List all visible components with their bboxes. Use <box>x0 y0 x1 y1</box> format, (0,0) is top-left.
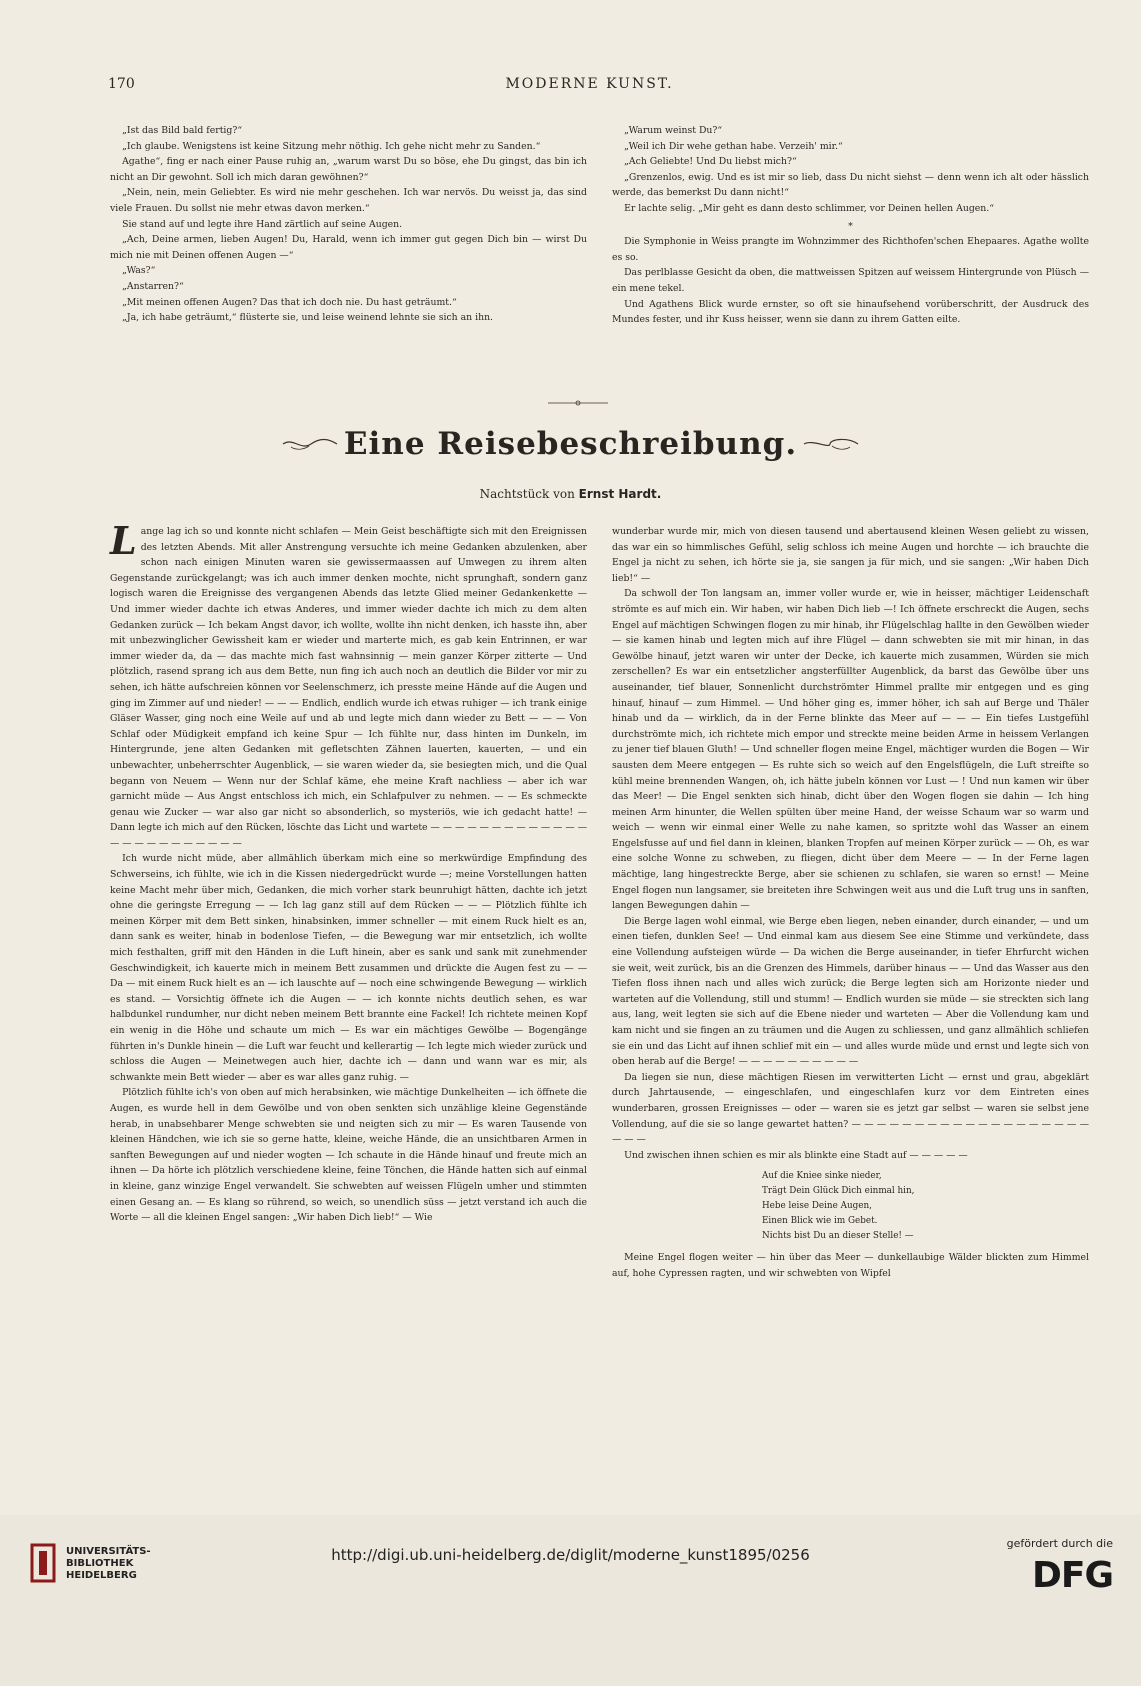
paragraph: Und Agathens Blick wurde ernster, so oft sie hinaufsehend vorüberschritt, der Ausdruck des Mundes fester, und ihr Kuss heisser, wenn sie dann zu ihrem Gatten eilte. <box>612 298 1089 326</box>
column-top-right <box>612 123 1089 328</box>
library-line: UNIVERSITÄTS- <box>66 1546 151 1557</box>
poem-line: Nichts bist Du an dieser Stelle! — <box>762 1231 914 1242</box>
paragraph: Die Berge lagen wohl einmal, wie Berge eben liegen, neben einander, durch einander, — und um einen tiefen, dunklen See! — Und einmal kam aus diesem See eine Stimme und verkündete, dass eine Vollendung aufsteigen würde — Da wichen die Berge auseinander, in tiefer Ehrfurcht wichen sie weit, weit zurück, bis an die Grenzen des Himmels, darüber hinaus — — Und das Wasser aus den Tiefen floss ihnen nach und alles wich zurück; die Berge legten sich am Horizonte nieder und warteten auf die Vollendung, still und stumm! — Endlich wurden sie müde — sie streckten sich lang aus, lang, weit legten sie sich auf die Ebene nieder und warteten — Aber die Vollendung kam und kam nicht und sie fingen an zu träumen und die Augen zu schliessen, und ganz allmählich schliefen sie ein und das Licht auf ihnen schlief mit ein — und alles wurde müde und ernst und legte sich von oben herab auf die Berge! — — — — — — — — — — <box>612 915 1089 1068</box>
opening-text: ange lag ich so und konnte nicht schlafen — Mein Geist beschäftigte sich mit den Ereignissen des letzten Abends. Mit aller Anstrengung versuchte ich meine Gedanken abzulenken, aber schon nach einigen Minuten waren sie gewissermaassen auf Umwegen zu ihrem alten Gegenstande zurückgelangt; was ich auch immer denken mochte, nicht sprunghaft, sondern ganz logisch waren die Ereignisse des vergangenen Abends das letzte Glied meiner Gedankenkette — Und immer wieder dachte ich etwas Anderes, und immer wieder dachte ich mich zu dem alten Gedanken zurück — Ich bekam Angst davor, ich wollte, wollte ihn nicht denken, ich hasste ihn, aber mit unbezwinglicher Gewissheit kam er wieder und marterte mich, es gab kein Entrinnen, er war immer wieder da, da — das machte mich fast wahnsinnig — mein ganzer Körper zitterte — Und plötzlich, rasend sprang ich aus dem Bette, nun fing ich auch noch an deutlich die Bilder vor mir zu sehen, ich hätte aufschreien können vor Seelenschmerz, ich presste meine Hände auf die Augen und ging im Zimmer auf und nieder! — — — Endlich, endlich wurde ich etwas ruhiger — ich trank einige Gläser Wasser, ging noch eine Weile auf und ab und legte mich dann wieder zu Bett — — — Von Schlaf oder Müdigkeit empfand ich keine Spur — Ich fühlte nur, dass hinten im Dunkeln, im Hintergrunde, jene alten Gedanken mit gefletschten Zähnen lauerten, kauerten, — und ein unbewachter, unbeherrschter Augenblick, — sie waren wieder da, sie besiegten mich, und die Qual begann von Neuem — Wenn nur der Schlaf käme, ehe meine Kraft nachliess — aber ich war garnicht müde — Aus Angst entschloss ich mich, ein Schlafpulver zu nehmen. — — Es schmeckte genau wie Zucker — war also gar nicht so absonderlich, so mysteriös, wie ich gedacht hatte! — Dann legte ich mich auf den Rücken, löschte das Licht und wartete — — — — — — — — — — — — — — — — — — — — — — — — <box>110 526 587 849</box>
paragraph: „Ich glaube. Wenigstens ist keine Sitzung mehr nöthig. Ich gehe nicht mehr zu Sanden.“ <box>122 140 541 152</box>
page-number: 170 <box>108 76 135 92</box>
paragraph: „Anstarren?“ <box>122 280 184 292</box>
funding-label: gefördert durch die <box>1006 1537 1113 1550</box>
paragraph: „Nein, nein, mein Geliebter. Es wird nie mehr geschehen. Ich war nervös. Du weisst ja, das sind viele Frauen. Du sollst nie mehr etwas davon merken.“ <box>110 187 587 214</box>
byline <box>0 487 1141 501</box>
poem-line: Einen Blick wie im Gebet. <box>762 1216 878 1227</box>
poem-stanza <box>762 1169 1089 1244</box>
poem-line: Trägt Dein Glück Dich einmal hin, <box>762 1186 915 1197</box>
paragraph: Und zwischen ihnen schien es mir als blinkte eine Stadt auf — — — — — <box>624 1149 968 1161</box>
paragraph: „Grenzenlos, ewig. Und es ist mir so lieb, dass Du nicht siehst — denn wenn ich alt oder hässlich werde, das bemerkst Du dann nicht!“ <box>612 171 1089 199</box>
paragraph: „Ja, ich habe geträumt,“ flüsterte sie, und leise weinend lehnte sie sich an ihn. <box>122 312 494 324</box>
library-line: BIBLIOTHEK <box>66 1558 134 1569</box>
poem-line: Hebe leise Deine Augen, <box>762 1201 872 1212</box>
paragraph: Plötzlich fühlte ich's von oben auf mich herabsinken, wie mächtige Dunkelheiten — ich öffnete die Augen, es wurde hell in dem Gewölbe und von oben senkten sich unzählige kleine Gegenstände herab, in unabsehbarer Menge schwebten sie und neigten sich zu mir — Es waren Tausende von kleinen Händchen, wie ich sie so gerne hatte, kleine, weiche Hände, die an unsichtbaren Armen in sanften Bewegungen auf und nieder wogten — Ich schaute in die Hände hinauf und freute mich an ihnen — Da hörte ich plötzlich verschiedene kleine, feine Tönchen, die Hände hatten sich auf einmal in kleine, ganz winzige Engel verwandelt. Sie schwebten auf weissen Flügeln umher und stimmten einen Gesang an. — Es klang so rührend, so weich, so unendlich süss — jetzt verstand ich auch die Worte — all die kleinen Engel sangen: „Wir haben Dich lieb!“ — Wie <box>110 1087 587 1224</box>
paragraph: Ich wurde nicht müde, aber allmählich überkam mich eine so merkwürdige Empfindung des Schwerseins, ich fühlte, wie ich in die Kissen niedergedrückt wurde —; meine Vorstellungen hatten keine Macht mehr über mich, Gedanken, die mich vorher stark beunruhigt hätten, dachte ich jetzt ohne die geringste Erregung — — Ich lag ganz still auf dem Rücken — — — Plötzlich fühlte ich meinen Körper mit dem Bett sinken, hinabsinken, immer schneller — mit einem Ruck hielt es an, dann sank es weiter, hinab in bodenlose Tiefen, — die Bewegung war mir entsetzlich, ich wollte mich festhalten, griff mit den Händen in die Luft hinein, aber es sank und sank mit zunehmender Geschwindigkeit, ich kauerte mich in meinem Bett zusammen und drückte die Augen fest zu — — Da — mit einem Ruck hielt es an — ich lauschte auf — noch eine schwingende Bewegung — wirklich es stand. — Vorsichtig öffnete ich die Augen — — ich konnte nichts deutlich sehen, es war halbdunkel rundumher, nur dicht neben meinem Bett brannte eine Fackel! Ich richtete meinen Kopf ein wenig in die Höhe und schaute um mich — Es war ein mächtiges Gewölbe — Bogengänge führten in's Dunkle hinein — die Luft war feucht und kellerartig — Ich legte mich wieder zurück und schloss die Augen — Meinetwegen auch hier, dachte ich — dann und wann war es mir, als schwankte mein Bett wieder — aber es war alles ganz ruhig. — <box>110 853 587 1083</box>
column-bottom-left <box>110 518 587 1226</box>
left-flourish-ornament <box>281 435 339 453</box>
paragraph: Da liegen sie nun, diese mächtigen Riesen im verwitterten Licht — ernst und grau, abgeklärt durch Jahrtausende, — eingeschlafen, und eingeschlafen kurz vor dem Eintreten eines wunderbaren, grossen Ereignisses — oder — waren sie es jetzt gar selbst — waren sie selbst jene Vollendung, auf die sie so lange gewartet hatten? — — — — — — — — — — — — — — — — — — — — — — <box>612 1071 1089 1146</box>
paragraph: „Mit meinen offenen Augen? Das that ich doch nie. Du hast geträumt.“ <box>122 296 457 308</box>
paragraph: Sie stand auf und legte ihre Hand zärtlich auf seine Augen. <box>122 218 403 230</box>
paragraph: Meine Engel flogen weiter — hin über das Meer — dunkellaubige Wälder blickten zum Himmel auf, hohe Cypressen ragten, und wir schwebten von Wipfel <box>612 1252 1089 1279</box>
library-line: HEIDELBERG <box>66 1570 137 1581</box>
column-bottom-right <box>612 524 1089 1282</box>
ornament-divider <box>548 398 608 408</box>
paragraph: „Weil ich Dir wehe gethan habe. Verzeih' mir.“ <box>624 140 843 152</box>
paragraph: Da schwoll der Ton langsam an, immer voller wurde er, wie in heisser, mächtiger Leidenschaft strömte es auf mich ein. Wir haben, wir haben Dich lieb —! Ich öffnete erschreckt die Augen, sechs Engel auf mächtigen Schwingen flogen zu mir hinab, ihr Flügelschlag hallte in den Gewölben wieder — sie kamen hinab und legten mich auf ihre Flügel — dann schwebten sie mit mir hinan, in das Gewölbe hinauf, jetzt waren wir unter der Decke, ich kauerte mich zusammen, Würden sie mich zerschellen? Es war ein entsetzlicher angsterfüllter Augenblick, da barst das Gewölbe über uns auseinander, tief blauer, Sonnenlicht durchströmter Himmel prallte mir entgegen und es ging hinauf, hinauf — zum Himmel. — Und höher ging es, immer höher, ich sah auf Berge und Thäler hinab und da — wirklich, da in der Ferne blinkte das Meer auf — — — Ein tiefes Lustgefühl durchströmte mich, ich richtete mich empor und streckte meine beiden Arme in heissem Verlangen zu jener tief blauen Gluth! — Und schneller flogen meine Engel, mächtiger wurden die Bogen — Wir sausten dem Meere entgegen — Es ruhte sich so weich auf den Engelsflügeln, die Luft streifte so kühl meine brennenden Wangen, oh, ich hätte jubeln können vor Lust — ! Und nun kamen wir über das Meer! — Die Engel senkten sich hinab, dicht über den Wogen flogen sie dahin — Ich hing meinen Arm hinunter, die Wellen spülten über meine Hand, der weisse Schaum war so warm und weich — wenn wir einmal einer Welle zu nahe kamen, so spritzte wohl das Wasser an einem Engelsfusse auf und fiel dann in kleinen, blanken Tropfen auf meinen Körper zurück — — Oh, es war eine solche Wonne zu schweben, zu fliegen, dicht über dem Meere — — In der Ferne lagen mächtige, lang hingestreckte Berge, aber sie schienen zu schlafen, sie waren so ernst! — Meine Engel flogen nun langsamer, sie breiteten ihre Schwingen weit aus und die Luft trug uns in sanften, langen Bewegungen dahin — <box>612 588 1089 912</box>
article-title: Eine Reisebeschreibung. <box>343 426 798 462</box>
article-title-block <box>0 426 1141 462</box>
author-name: Ernst Hardt. <box>578 487 662 501</box>
section-break-star: * <box>848 220 853 232</box>
poem-line: Auf die Kniee sinke nieder, <box>762 1171 882 1182</box>
paragraph: „Ist das Bild bald fertig?“ <box>122 125 243 136</box>
paragraph: „Ach, Deine armen, lieben Augen! Du, Harald, wenn ich immer gut gegen Dich bin — wirst Du mich nie mit Deinen offenen Augen —“ <box>110 234 587 261</box>
paragraph: Das perlblasse Gesicht da oben, die mattweissen Spitzen auf weissem Hintergrunde von Plüsch — ein mene tekel. <box>612 267 1089 294</box>
dfg-logo: DFG <box>1031 1555 1113 1596</box>
permalink-url[interactable]: http://digi.ub.uni-heidelberg.de/diglit/moderne_kunst1895/0256 <box>331 1546 810 1564</box>
paragraph: „Was?“ <box>122 265 156 277</box>
footer-bar <box>0 1515 1141 1686</box>
byline-prefix: Nachtstück von <box>479 487 575 501</box>
paragraph: Die Symphonie in Weiss prangte im Wohnzimmer des Richthofen'schen Ehepaares. Agathe wollte es so. <box>612 236 1089 263</box>
paragraph: Er lachte selig. „Mir geht es dann desto schlimmer, vor Deinen hellen Augen.“ <box>624 202 994 214</box>
paragraph: Agathe“, fing er nach einer Pause ruhig an, „warum warst Du so böse, ehe Du gingst, das bin ich nicht an Dir gewohnt. Soll ich mich daran gewöhnen?“ <box>110 156 587 183</box>
column-top-left <box>110 123 587 326</box>
paragraph: „Warum weinst Du?“ <box>624 125 723 136</box>
running-title: MODERNE KUNST. <box>505 76 674 92</box>
drop-cap: L <box>110 518 137 563</box>
opening-paragraph <box>110 518 587 851</box>
page-header <box>108 76 1071 100</box>
paragraph: wunderbar wurde mir, mich von diesen tausend und abertausend kleinen Wesen geliebt zu wissen, das war ein so himmlisches Gefühl, selig schloss ich meine Augen und horchte — ich brauchte die Engel ja nicht zu sehen, ich hörte sie ja, sie sangen ja für mich, und sie sangen: „Wir haben Dich lieb!“ — <box>612 526 1089 584</box>
right-flourish-ornament <box>802 435 860 453</box>
paragraph: „Ach Geliebte! Und Du liebst mich?“ <box>624 156 797 168</box>
